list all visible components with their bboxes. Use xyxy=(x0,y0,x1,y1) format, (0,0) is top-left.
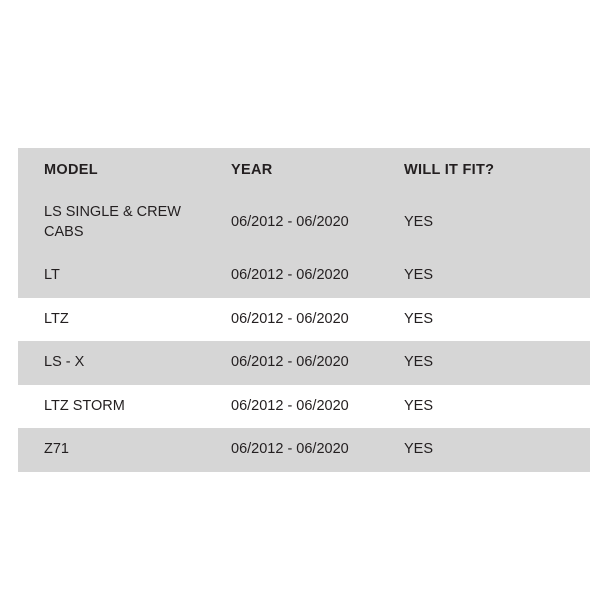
cell-model xyxy=(18,191,225,254)
cell-will-it-fit: YES xyxy=(398,298,590,342)
column-header-year: YEAR xyxy=(225,148,398,191)
cell-model: LTZ xyxy=(18,298,225,342)
cell-will-it-fit: YES xyxy=(398,191,590,254)
table-header-row xyxy=(18,148,590,191)
cell-will-it-fit: YES xyxy=(398,254,590,298)
cell-year: 06/2012 - 06/2020 xyxy=(225,298,398,342)
table-row xyxy=(18,254,590,298)
cell-year: 06/2012 - 06/2020 xyxy=(225,385,398,429)
fitment-table xyxy=(18,148,590,472)
cell-model: LS - X xyxy=(18,341,225,385)
table-row xyxy=(18,341,590,385)
cell-model-line-2: CABS xyxy=(44,223,84,240)
cell-will-it-fit: YES xyxy=(398,385,590,429)
cell-model: LT xyxy=(18,254,225,298)
cell-will-it-fit: YES xyxy=(398,428,590,472)
cell-year: 06/2012 - 06/2020 xyxy=(225,254,398,298)
cell-will-it-fit: YES xyxy=(398,341,590,385)
cell-year: 06/2012 - 06/2020 xyxy=(225,341,398,385)
column-header-will-it-fit: WILL IT FIT? xyxy=(398,148,590,191)
cell-model-line-1: LS SINGLE & CREW xyxy=(44,204,181,220)
table-row xyxy=(18,191,590,254)
table-row xyxy=(18,428,590,472)
table-header xyxy=(18,148,590,191)
table-row xyxy=(18,385,590,429)
table-body xyxy=(18,191,590,472)
table-row xyxy=(18,298,590,342)
cell-year: 06/2012 - 06/2020 xyxy=(225,191,398,254)
cell-year: 06/2012 - 06/2020 xyxy=(225,428,398,472)
column-header-model: MODEL xyxy=(18,148,225,191)
cell-model: LTZ STORM xyxy=(18,385,225,429)
cell-model: Z71 xyxy=(18,428,225,472)
